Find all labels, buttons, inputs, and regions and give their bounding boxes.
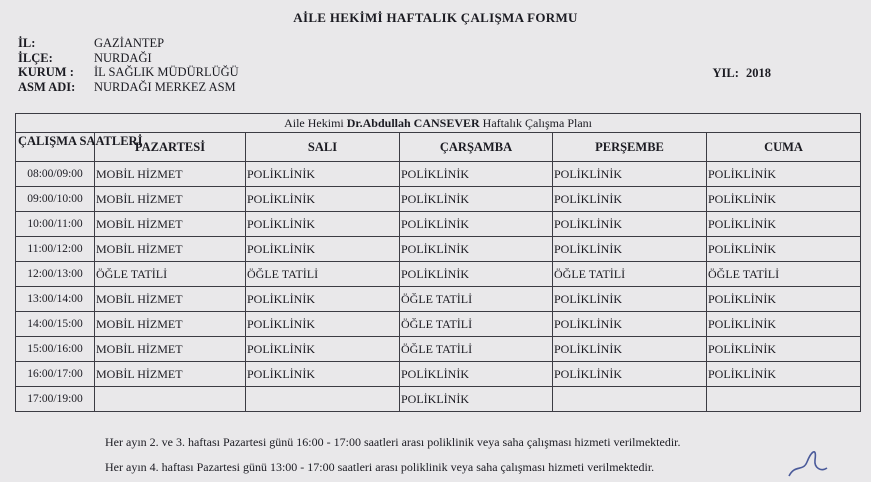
time-slot: 16:00/17:00 — [16, 362, 95, 387]
form-title: AİLE HEKİMİ HAFTALIK ÇALIŞMA FORMU — [293, 10, 578, 25]
schedule-cell: MOBİL HİZMET — [95, 312, 246, 337]
schedule-cell — [246, 387, 400, 412]
schedule-cell — [707, 387, 861, 412]
time-slot: 10:00/11:00 — [16, 212, 95, 237]
schedule-cell — [553, 387, 707, 412]
schedule-cell: MOBİL HİZMET — [95, 187, 246, 212]
time-slot: 08:00/09:00 — [16, 162, 95, 187]
schedule-cell: MOBİL HİZMET — [95, 337, 246, 362]
time-slot: 15:00/16:00 — [16, 337, 95, 362]
schedule-cell: POLİKLİNİK — [246, 212, 400, 237]
note-first: Her ayın 2. ve 3. haftası Pazartesi günü 16:00 - 17:00 saatleri arası poliklinik veya saha çalışması hizmeti verilmektedir. — [105, 435, 681, 449]
schedule-cell: POLİKLİNİK — [400, 362, 553, 387]
info-label: KURUM : — [18, 65, 74, 79]
schedule-cell: POLİKLİNİK — [553, 287, 707, 312]
info-row-ilce — [18, 51, 239, 66]
schedule-cell: MOBİL HİZMET — [95, 287, 246, 312]
time-slot: 14:00/15:00 — [16, 312, 95, 337]
schedule-cell: MOBİL HİZMET — [95, 162, 246, 187]
time-slot: 11:00/12:00 — [16, 237, 95, 262]
schedule-cell: POLİKLİNİK — [400, 262, 553, 287]
info-block — [18, 36, 239, 94]
schedule-cell: MOBİL HİZMET — [95, 212, 246, 237]
info-value: GAZİANTEP — [94, 36, 165, 50]
schedule-cell: ÖĞLE TATİLİ — [707, 262, 861, 287]
info-label: ASM ADI: — [18, 79, 76, 94]
schedule-cell — [95, 387, 246, 412]
info-value: NURDAĞI MERKEZ ASM — [94, 79, 236, 94]
signature-mark — [781, 442, 831, 480]
schedule-row — [16, 362, 861, 387]
schedule-row — [16, 262, 861, 287]
note-second: Her ayın 4. haftası Pazartesi günü 13:00 - 17:00 saatleri arası poliklinik veya saha çalışması hizmeti verilmektedir. — [105, 460, 655, 474]
info-value: İL SAĞLIK MÜDÜRLÜĞÜ — [94, 65, 239, 79]
year-label: YIL: — [712, 66, 739, 80]
schedule-cell: POLİKLİNİK — [707, 212, 861, 237]
schedule-cell: POLİKLİNİK — [400, 187, 553, 212]
plan-caption-row — [16, 114, 861, 133]
schedule-cell: POLİKLİNİK — [400, 162, 553, 187]
schedule-cell: POLİKLİNİK — [707, 312, 861, 337]
schedule-table — [15, 113, 861, 412]
schedule-row — [16, 287, 861, 312]
schedule-cell: MOBİL HİZMET — [95, 237, 246, 262]
schedule-cell: POLİKLİNİK — [553, 212, 707, 237]
schedule-cell: POLİKLİNİK — [707, 187, 861, 212]
schedule-cell: POLİKLİNİK — [553, 187, 707, 212]
schedule-cell: POLİKLİNİK — [553, 337, 707, 362]
schedule-cell: MOBİL HİZMET — [95, 362, 246, 387]
schedule-cell: ÖĞLE TATİLİ — [95, 262, 246, 287]
schedule-row — [16, 337, 861, 362]
year-value: 2018 — [746, 66, 771, 80]
schedule-cell: ÖĞLE TATİLİ — [246, 262, 400, 287]
info-label: İL: — [18, 36, 36, 50]
schedule-cell: ÖĞLE TATİLİ — [400, 337, 553, 362]
schedule-cell: POLİKLİNİK — [246, 362, 400, 387]
schedule-cell: POLİKLİNİK — [400, 237, 553, 262]
schedule-row — [16, 162, 861, 187]
schedule-cell: POLİKLİNİK — [400, 387, 553, 412]
schedule-cell: POLİKLİNİK — [707, 362, 861, 387]
signature-stroke — [789, 452, 827, 476]
schedule-cell: POLİKLİNİK — [707, 162, 861, 187]
schedule-cell: POLİKLİNİK — [400, 212, 553, 237]
schedule-cell: POLİKLİNİK — [707, 337, 861, 362]
plan-caption — [16, 114, 861, 133]
time-slot: 17:00/19:00 — [16, 387, 95, 412]
year-field — [712, 66, 771, 81]
time-slot: 12:00/13:00 — [16, 262, 95, 287]
header-row — [16, 133, 861, 162]
schedule-row — [16, 187, 861, 212]
schedule-cell: POLİKLİNİK — [246, 287, 400, 312]
schedule-cell: POLİKLİNİK — [553, 237, 707, 262]
time-slot: 13:00/14:00 — [16, 287, 95, 312]
header-monday: PAZARTESİ — [95, 133, 246, 162]
info-label: İLÇE: — [18, 50, 53, 65]
header-thursday: PERŞEMBE — [553, 133, 707, 162]
time-slot: 09:00/10:00 — [16, 187, 95, 212]
info-row-il — [18, 36, 239, 51]
schedule-cell: ÖĞLE TATİLİ — [400, 312, 553, 337]
schedule-row — [16, 312, 861, 337]
plan-suffix: Haftalık Çalışma Planı — [482, 115, 592, 130]
schedule-cell: POLİKLİNİK — [553, 162, 707, 187]
schedule-cell: ÖĞLE TATİLİ — [400, 287, 553, 312]
schedule-cell: ÖĞLE TATİLİ — [553, 262, 707, 287]
schedule-cell: POLİKLİNİK — [553, 312, 707, 337]
schedule-cell: POLİKLİNİK — [246, 162, 400, 187]
header-hours: ÇALIŞMA SAATLERİ — [16, 133, 95, 162]
schedule-row — [16, 212, 861, 237]
schedule-cell: POLİKLİNİK — [553, 362, 707, 387]
schedule-cell: POLİKLİNİK — [246, 237, 400, 262]
header-tuesday: SALI — [246, 133, 400, 162]
schedule-cell: POLİKLİNİK — [246, 187, 400, 212]
info-row-kurum — [18, 65, 239, 80]
plan-prefix: Aile Hekimi — [284, 115, 344, 130]
doctor-name: Dr.Abdullah CANSEVER — [346, 115, 480, 130]
info-row-asm — [18, 80, 239, 95]
schedule-cell: POLİKLİNİK — [707, 287, 861, 312]
info-value: NURDAĞI — [94, 50, 152, 65]
header-wednesday: ÇARŞAMBA — [400, 133, 553, 162]
header-friday: CUMA — [707, 133, 861, 162]
schedule-cell: POLİKLİNİK — [246, 312, 400, 337]
schedule-cell: POLİKLİNİK — [246, 337, 400, 362]
schedule-row — [16, 387, 861, 412]
schedule-cell: POLİKLİNİK — [707, 237, 861, 262]
schedule-row — [16, 237, 861, 262]
